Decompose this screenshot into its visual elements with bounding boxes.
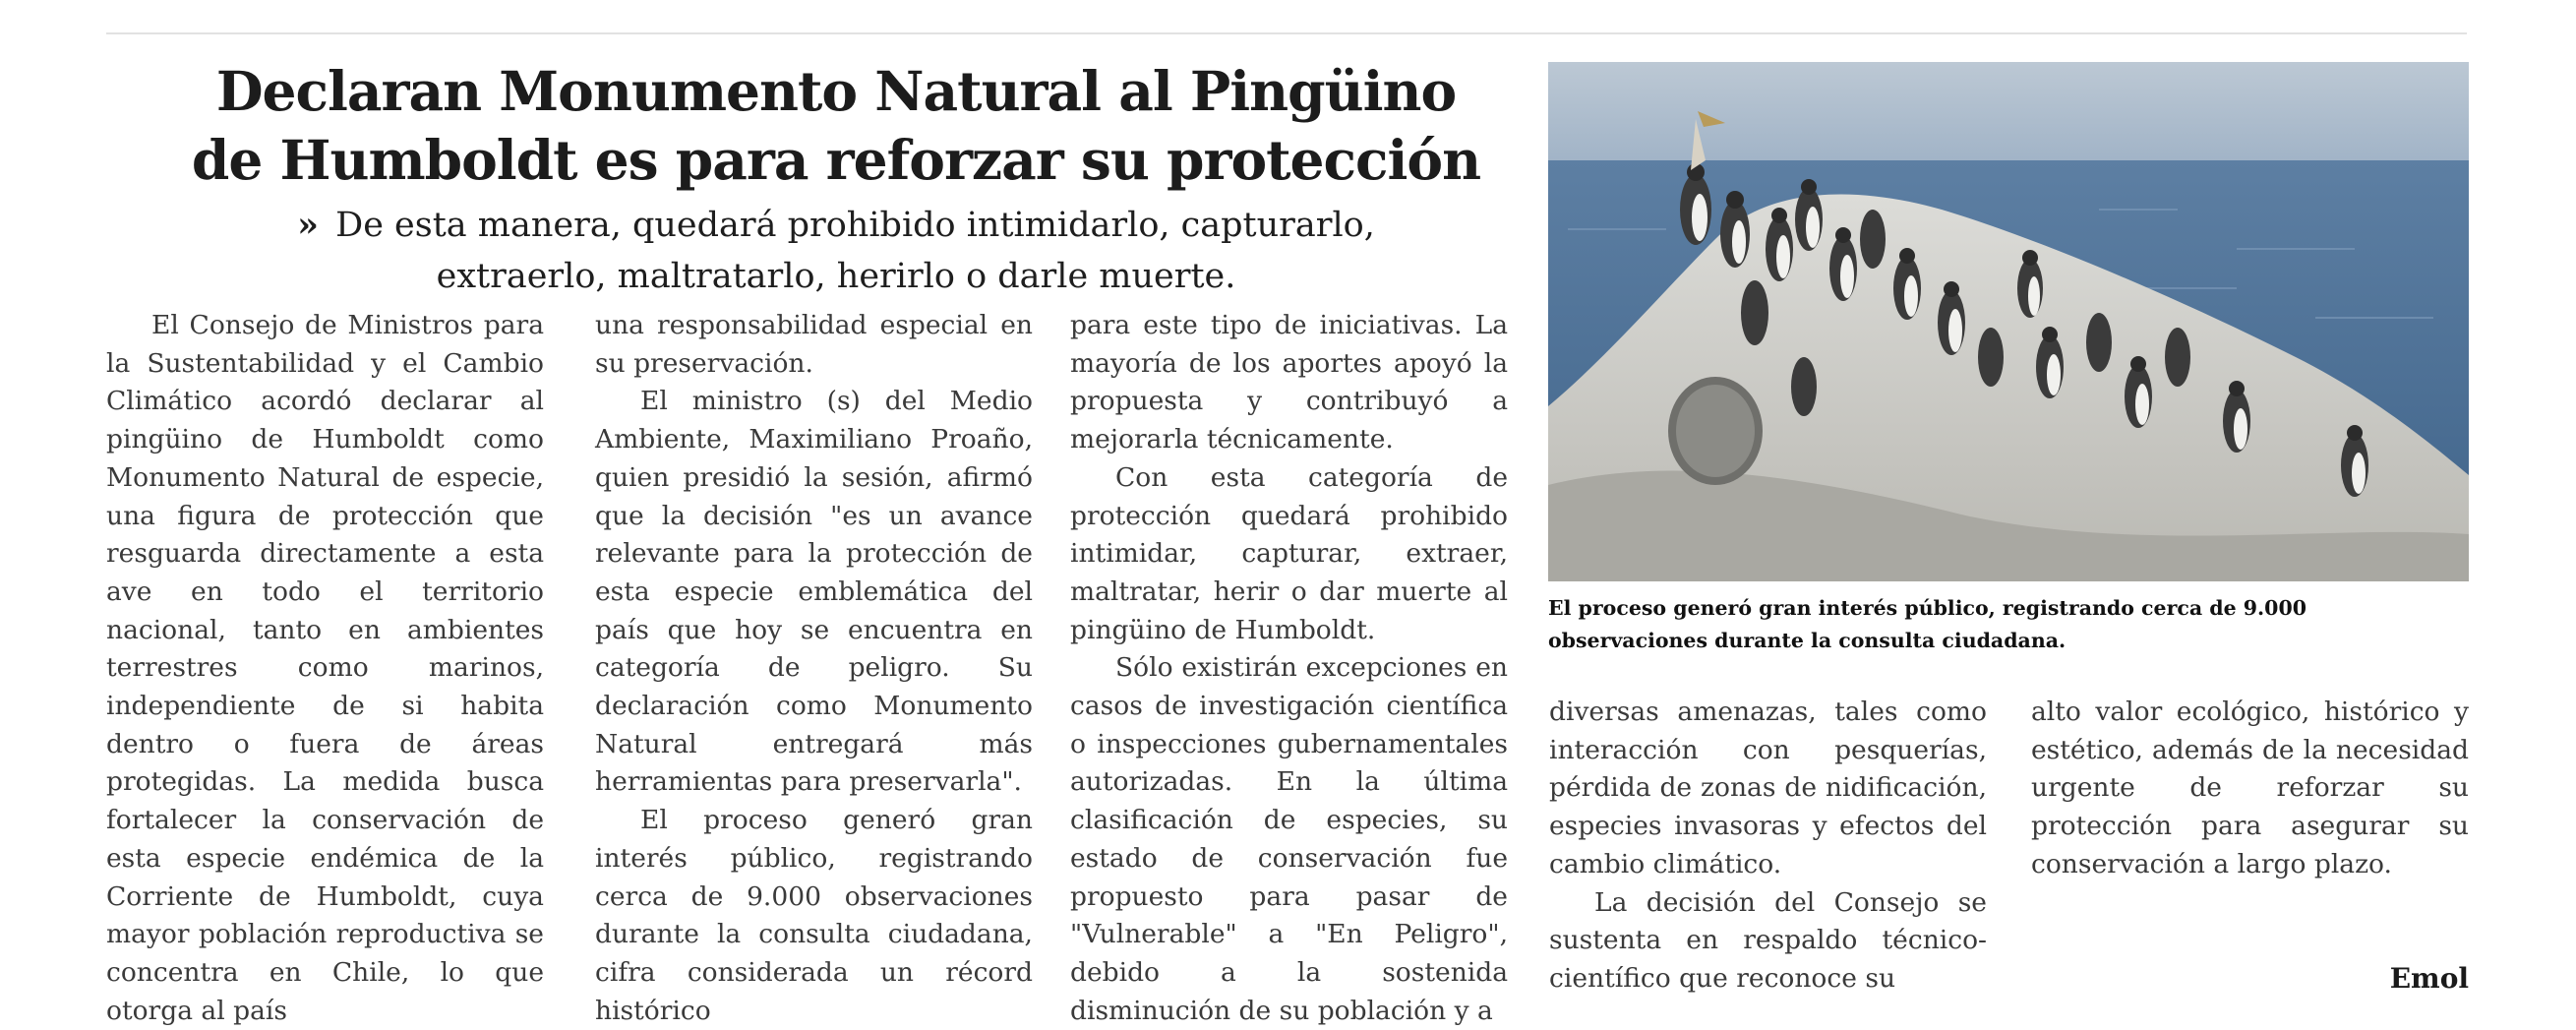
penguin-photo (1548, 62, 2469, 581)
caption-line-1: El proceso generó gran interés público, registrando cerca de 9.000 (1548, 596, 2306, 620)
headline-line-1: Declaran Monumento Natural al Pingüino (215, 59, 1457, 123)
paragraph: para este tipo de iniciativas. La mayoría de los aportes apoyó la propuesta y contribuyó a mejorarla técnicamente. (1070, 310, 1508, 455)
paragraph: alto valor ecológico, histórico y estético, además de la necesidad urgente de reforzar su protección para asegurar su conservación a largo plazo. (2031, 697, 2469, 879)
paragraph: diversas amenazas, tales como interacción con pesquerías, pérdida de zonas de nidificación, especies invasoras y efectos del cambio climático. (1549, 697, 1987, 879)
deck-line-1 (148, 200, 1525, 251)
article-deck (148, 200, 1525, 302)
paragraph: Sólo existirán excepciones en casos de investigación científica o inspecciones gubernamentales autorizadas. En la última clasificación de especies, su estado de conservación fue propuesto para pasar de "Vulnerable" a "En Peligro", debido a la sostenida disminución de su población y a (1070, 652, 1508, 1026)
penguins-on-rock-image (1548, 62, 2469, 581)
paragraph: Con esta categoría de protección quedará prohibido intimidar, capturar, extraer, maltratar, herir o dar muerte al pingüino de Humboldt. (1070, 461, 1508, 645)
paragraph: El Consejo de Ministros para la Sustentabilidad y el Cambio Climático acordó declarar al pingüino de Humboldt como Monumento Natural de especie, una figura de protección que resguarda directamente a esta ave en todo el territorio nacional, tanto en ambientes terrestres como marinos, independiente de si habita dentro o fuera de áreas protegidas. La medida busca fortalecer la conservación de esta especie endémica de la Corriente de Humboldt, cuya mayor población reproductiva se concentra en Chile, lo que otorga al país (106, 310, 544, 1026)
article-headline (148, 57, 1525, 195)
article-column-4 (1549, 694, 1987, 999)
photo-caption (1548, 592, 2469, 657)
deck-line-2: extraerlo, maltratarlo, herirlo o darle muerte. (436, 257, 1236, 296)
article-column-1 (106, 307, 544, 1030)
article-column-5 (2031, 694, 2469, 884)
article-column-2 (595, 307, 1033, 1030)
caption-line-2: observaciones durante la consulta ciudadana. (1548, 629, 2067, 652)
paragraph: La decisión del Consejo se sustenta en respaldo técnico-científico que reconoce su (1549, 886, 1987, 994)
headline-line-2: de Humboldt es para reforzar su protección (191, 128, 1481, 192)
paragraph: El ministro (s) del Medio Ambiente, Maximiliano Proaño, quien presidió la sesión, afirmó que la decisión "es un avance relevante para la protección de esta especie emblemática del país que hoy se encuentra en categoría de peligro. Su declaración como Monumento Natural entregará más herramientas para preservarla". (595, 386, 1033, 798)
paragraph: una responsabilidad especial en su preservación. (595, 310, 1033, 379)
top-rule (106, 32, 2467, 34)
chevron-double-right-icon: » (297, 205, 320, 245)
source-signature: Emol (2389, 962, 2469, 995)
article-column-3 (1070, 307, 1508, 1030)
paragraph: El proceso generó gran interés público, registrando cerca de 9.000 observaciones durante la consulta ciudadana, cifra considerada un récord histórico (595, 805, 1033, 1026)
deck-line-1-text: De esta manera, quedará prohibido intimidarlo, capturarlo, (335, 206, 1375, 245)
